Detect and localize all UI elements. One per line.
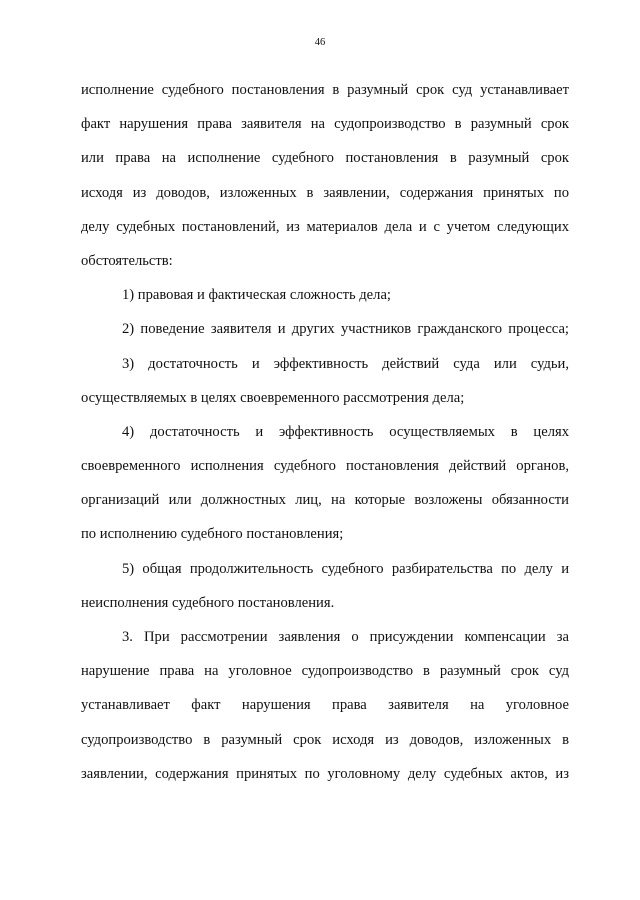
text-line: своевременного исполнения судебного постановления действий органов, <box>81 458 569 475</box>
text-line: или права на исполнение судебного постановления в разумный срок <box>81 150 569 167</box>
document-body <box>81 73 569 791</box>
text-line: по исполнению судебного постановления; <box>81 526 344 543</box>
text-line: судопроизводство в разумный срок исходя из доводов, изложенных в <box>81 731 569 748</box>
text-line: факт нарушения права заявителя на судопроизводство в разумный срок <box>81 116 569 133</box>
list-item-4: 4) достаточность и эффективность осуществляемых в целях <box>122 423 569 440</box>
text-line: осуществляемых в целях своевременного рассмотрения дела; <box>81 389 465 406</box>
text-line: организаций или должностных лиц, на которые возложены обязанности <box>81 492 569 509</box>
list-item-3: 3) достаточность и эффективность действий суда или судьи, <box>122 355 569 372</box>
text-line: устанавливает факт нарушения права заявителя на уголовное <box>81 697 569 714</box>
text-line: неисполнения судебного постановления. <box>81 594 335 611</box>
text-line: исполнение судебного постановления в разумный срок суд устанавливает <box>81 82 569 98</box>
list-item-1: 1) правовая и фактическая сложность дела; <box>122 287 391 304</box>
list-item-5: 5) общая продолжительность судебного разбирательства по делу и <box>122 560 569 577</box>
list-item-2: 2) поведение заявителя и других участников гражданского процесса; <box>122 321 569 338</box>
text-line: делу судебных постановлений, из материалов дела и с учетом следующих <box>81 218 569 235</box>
text-line: обстоятельств: <box>81 252 173 269</box>
paragraph-3-start: 3. При рассмотрении заявления о присуждении компенсации за <box>122 629 569 645</box>
text-line: исходя из доводов, изложенных в заявлении, содержания принятых по <box>81 184 569 201</box>
page-number: 46 <box>314 37 326 48</box>
text-line: нарушение права на уголовное судопроизводство в разумный срок суд <box>81 663 569 680</box>
text-line: заявлении, содержания принятых по уголовному делу судебных актов, из <box>81 765 569 782</box>
